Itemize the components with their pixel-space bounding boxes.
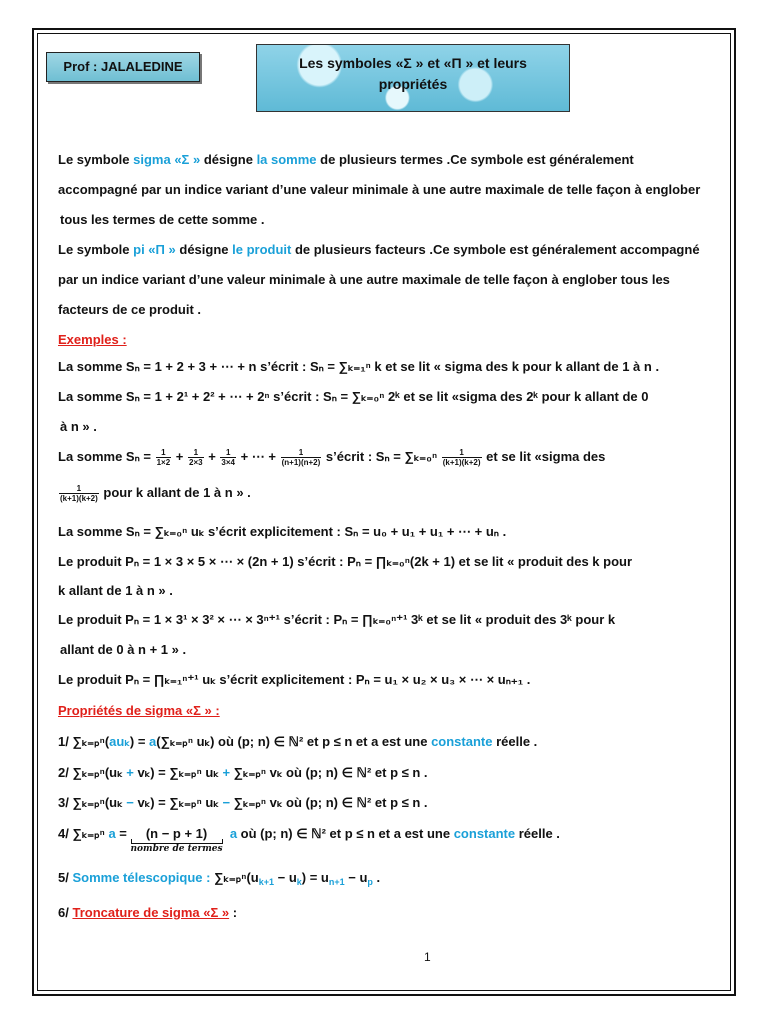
pi-term: pi «Π » (133, 242, 176, 257)
text: de plusieurs facteurs .Ce symbole est généralement accompagné (291, 242, 700, 257)
plus-sign: + (204, 448, 220, 464)
text: désigne (175, 242, 233, 257)
title-line-1: Les symboles «Σ » et «Π » et leurs (299, 55, 527, 71)
property-6 (58, 905, 237, 920)
intro-p1-line1 (58, 152, 634, 167)
highlight: a (108, 826, 116, 841)
text: 3/ ∑ₖ₌ₚⁿ(uₖ (58, 795, 127, 810)
text: 4/ ∑ₖ₌ₚⁿ (58, 826, 109, 841)
intro-p2-line1 (58, 242, 700, 257)
text: 6/ (58, 905, 73, 920)
text: La somme Sₙ = (58, 448, 155, 464)
text: ) = (129, 734, 150, 749)
highlight: a (229, 826, 238, 841)
highlight: − (222, 795, 231, 810)
example-3 (58, 448, 605, 467)
title-line-2: propriétés (378, 76, 448, 92)
highlight: a (149, 734, 157, 749)
fraction (220, 448, 236, 467)
highlight: + (126, 765, 134, 780)
numerator: 1 (442, 448, 482, 458)
text: réelle . (492, 734, 538, 749)
text: de plusieurs termes .Ce symbole est généralement (316, 152, 634, 167)
author-label: Prof : JALALEDINE (46, 52, 200, 82)
fraction (188, 448, 204, 467)
numerator: 1 (59, 484, 99, 494)
fraction (442, 448, 482, 467)
text: 1/ ∑ₖ₌ₚⁿ( (58, 734, 110, 749)
text: s’écrit : Sₙ = ∑ₖ₌₀ⁿ (325, 448, 441, 464)
intro-p2-line3: facteurs de ce produit . (58, 302, 202, 317)
text: (∑ₖ₌ₚⁿ uₖ) où (p; n) ∈ ℕ² et p ≤ n et a est une (156, 734, 432, 749)
highlight: auₖ (109, 734, 130, 749)
numerator: 1 (281, 448, 322, 458)
text: ∑ₖ₌ₚⁿ(u (210, 870, 259, 885)
intro-p1-line2: accompagné par un indice variant d’une valeur minimale à une autre maximale de telle façon à englober (58, 182, 701, 197)
constante-term: constante (453, 826, 516, 841)
subscript: p (367, 877, 373, 887)
underbrace-caption: nombre de termes (130, 844, 223, 854)
somme-term: la somme (256, 152, 317, 167)
example-5: Le produit Pₙ = 1 × 3 × 5 × ⋯ × (2n + 1) s’écrit : Pₙ = ∏ₖ₌₀ⁿ(2k + 1) et se lit « produit des k pour (58, 554, 633, 569)
property-1 (58, 734, 537, 750)
fraction (281, 448, 322, 467)
property-5 (58, 870, 380, 887)
fraction (156, 448, 172, 467)
example-3-cont (58, 484, 251, 503)
denominator: (n+1)(n+2) (281, 458, 321, 467)
text: ∑ₖ₌ₚⁿ vₖ où (p; n) ∈ ℕ² et p ≤ n . (230, 795, 428, 810)
text: : (229, 905, 238, 920)
text: − u (344, 870, 368, 885)
property-2 (58, 765, 428, 781)
produit-term: le produit (232, 242, 292, 257)
text: où (p; n) ∈ ℕ² et p ≤ n et a est une (237, 826, 454, 841)
text: 5/ (58, 870, 73, 885)
text: . (372, 870, 381, 885)
text: vₖ) = ∑ₖ₌ₚⁿ uₖ (133, 765, 223, 780)
denominator: (k+1)(k+2) (60, 494, 98, 503)
text: vₖ) = ∑ₖ₌ₚⁿ uₖ (133, 795, 223, 810)
properties-heading: Propriétés de sigma «Σ » : (58, 703, 220, 718)
text: − u (274, 870, 297, 885)
text: = (115, 826, 131, 841)
subscript: k+1 (258, 877, 274, 887)
intro-p2-line2: par un indice variant d’une valeur minimale à une autre maximale de telle façon à englober tous les (58, 272, 670, 287)
subscript: n+1 (328, 877, 345, 887)
highlight: + (222, 765, 231, 780)
example-7: Le produit Pₙ = ∏ₖ₌₁ⁿ⁺¹ uₖ s’écrit explicitement : Pₙ = u₁ × u₂ × u₃ × ⋯ × uₙ₊₁ . (58, 672, 531, 687)
denominator: 2×3 (189, 458, 203, 467)
example-1: La somme Sₙ = 1 + 2 + 3 + ⋯ + n s’écrit : Sₙ = ∑ₖ₌₁ⁿ k et se lit « sigma des k pour k allant de 1 à n . (58, 359, 660, 374)
example-6: Le produit Pₙ = 1 × 3¹ × 3² × ⋯ × 3ⁿ⁺¹ s’écrit : Pₙ = ∏ₖ₌₀ⁿ⁺¹ 3ᵏ et se lit « produit des 3ᵏ pour k (58, 612, 616, 627)
text: 2/ ∑ₖ₌ₚⁿ(uₖ (58, 765, 127, 780)
ellipsis-plus: + ⋯ + (236, 448, 280, 464)
numerator: 1 (188, 448, 204, 458)
telescopic-term: Somme télescopique : (72, 870, 211, 885)
example-2: La somme Sₙ = 1 + 2¹ + 2² + ⋯ + 2ⁿ s’écrit : Sₙ = ∑ₖ₌₀ⁿ 2ᵏ et se lit «sigma des 2ᵏ pour k allant de 0 (58, 389, 649, 404)
denominator: (k+1)(k+2) (442, 458, 481, 467)
denominator: 1×2 (156, 458, 171, 467)
numerator: 1 (156, 448, 172, 458)
highlight: − (126, 795, 134, 810)
plus-sign: + (172, 448, 187, 464)
example-2-cont: à n » . (60, 419, 97, 434)
property-4 (58, 826, 560, 854)
example-5-cont: k allant de 1 à n » . (58, 583, 173, 598)
text: réelle . (515, 826, 560, 841)
truncation-heading: Troncature de sigma «Σ » (72, 905, 230, 920)
text: ) = u (301, 870, 329, 885)
text: pour k allant de 1 à n » . (99, 484, 251, 500)
constante-term: constante (431, 734, 493, 749)
text: Le symbole (58, 152, 134, 167)
term-count (131, 826, 223, 854)
count-expression: (n − p + 1) (145, 826, 208, 841)
denominator: 3×4 (221, 458, 235, 467)
sigma-term: sigma «Σ » (133, 152, 201, 167)
property-3 (58, 795, 428, 811)
text: désigne (200, 152, 257, 167)
numerator: 1 (220, 448, 236, 458)
examples-heading: Exemples : (58, 332, 127, 347)
subscript: k (296, 877, 302, 887)
page-title (256, 44, 570, 112)
text: Le symbole (58, 242, 134, 257)
text: et se lit «sigma des (482, 448, 606, 464)
text: ∑ₖ₌ₚⁿ vₖ où (p; n) ∈ ℕ² et p ≤ n . (230, 765, 428, 780)
fraction (59, 484, 99, 503)
page-number: 1 (424, 950, 431, 964)
example-6-cont: allant de 0 à n + 1 » . (60, 642, 187, 657)
intro-p1-line3: tous les termes de cette somme . (60, 212, 265, 227)
example-4: La somme Sₙ = ∑ₖ₌₀ⁿ uₖ s’écrit explicitement : Sₙ = u₀ + u₁ + u₁ + ⋯ + uₙ . (58, 524, 507, 539)
